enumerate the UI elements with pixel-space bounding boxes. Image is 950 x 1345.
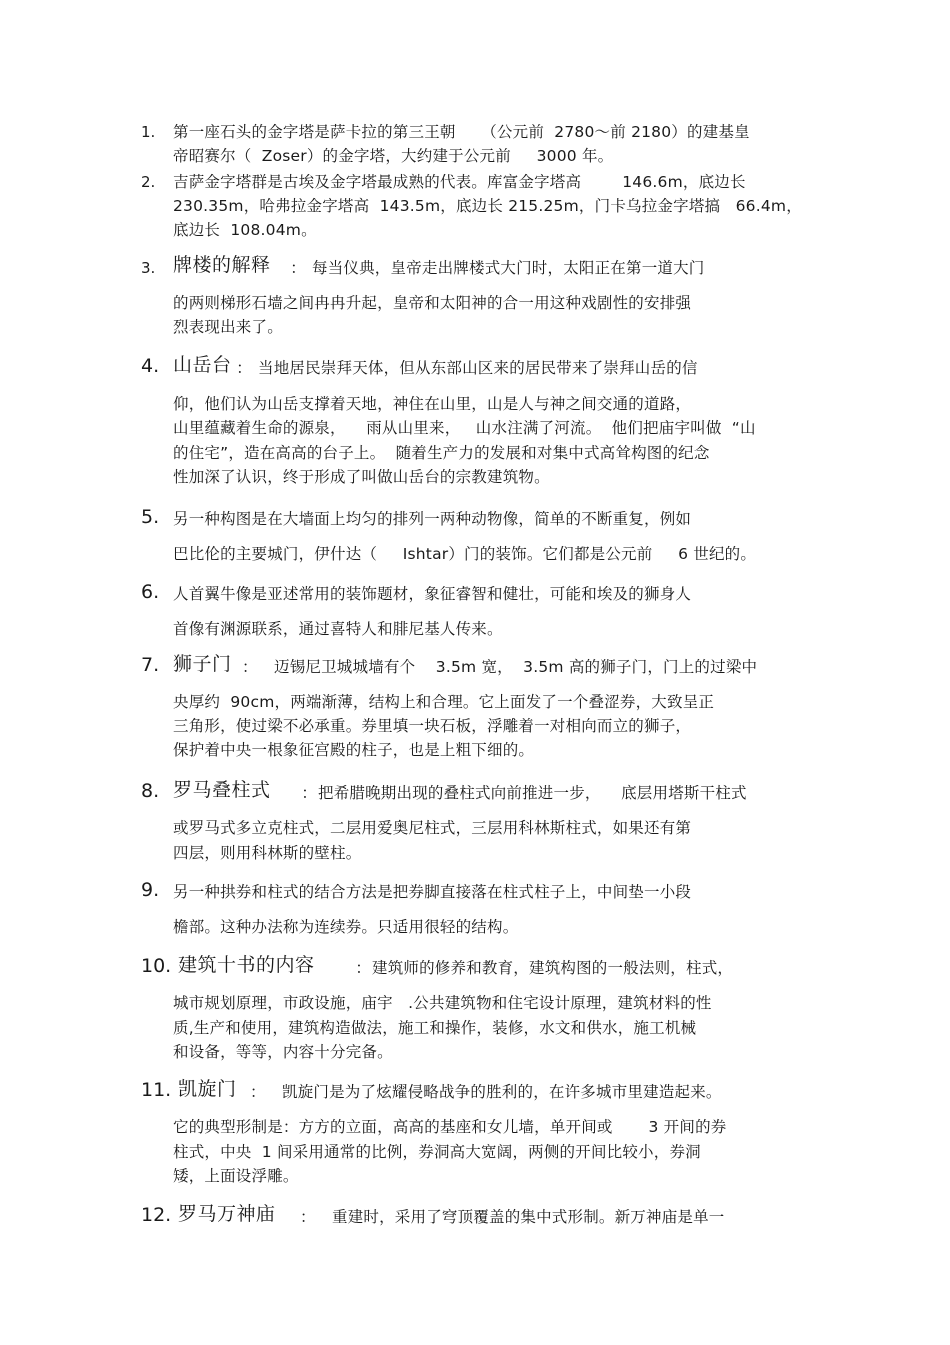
- paragraph-line: 第一座石头的金字塔是萨卡拉的第三王朝 （公元前 2780～前 2180）的建基皇: [173, 123, 750, 141]
- paragraph-line: 质,生产和使用，建筑构造做法，施工和操作，装修，水文和供水，施工机械: [173, 1019, 697, 1037]
- heading-separator: ：: [242, 658, 268, 676]
- item-number: 4.: [141, 355, 160, 377]
- paragraph-line: 的住宅”，造在高高的台子上。 随着生产力的发展和对集中式高耸构图的纪念: [173, 444, 710, 462]
- paragraph-line: 四层，则用科林斯的壁柱。: [173, 844, 362, 862]
- item-number: 11.: [141, 1079, 172, 1101]
- paragraph-line: 檐部。这种办法称为连续券。只适用很轻的结构。: [173, 918, 519, 936]
- item-number: 1.: [141, 123, 156, 141]
- paragraph-line: 或罗马式多立克柱式，二层用爱奥尼柱式，三层用科林斯柱式，如果还有第: [173, 819, 692, 837]
- item-heading: 狮子门: [173, 653, 232, 675]
- item-number: 6.: [141, 581, 160, 603]
- item-number: 5.: [141, 506, 160, 528]
- paragraph-line: 建筑师的修养和教育，建筑构图的一般法则，柱式，: [372, 959, 734, 977]
- paragraph-line: 山里蕴藏着生命的源泉， 雨从山里来， 山水注满了河流。 他们把庙宇叫做 “山: [173, 419, 756, 437]
- paragraph-line: 另一种拱券和柱式的结合方法是把券脚直接落在柱式柱子上，中间垫一小段: [173, 883, 692, 901]
- paragraph-line: 它的典型形制是：方方的立面，高高的基座和女儿墙，单开间或 3 开间的券: [173, 1118, 727, 1136]
- paragraph-line: 柱式，中央 1 间采用通常的比例，券洞高大宽阔，两侧的开间比较小，券洞: [173, 1143, 701, 1161]
- heading-separator: ：: [286, 784, 318, 802]
- paragraph-line: 把希腊晚期出现的叠柱式向前推进一步， 底层用塔斯干柱式: [318, 784, 747, 802]
- paragraph-line: 仰，他们认为山岳支撑着天地，神住在山里，山是人与神之间交通的道路，: [173, 395, 692, 413]
- paragraph-line: 230.35m，哈弗拉金字塔高 143.5m，底边长 215.25m，门卡乌拉金字塔搞 66.4m，: [173, 197, 802, 215]
- item-heading: 牌楼的解释: [173, 254, 271, 276]
- heading-separator: ：: [300, 1208, 326, 1226]
- paragraph-line: 烈表现出来了。: [173, 318, 283, 336]
- item-number: 12.: [141, 1204, 172, 1226]
- paragraph-line: 矮，上面设浮雕。: [173, 1167, 299, 1185]
- paragraph-line: 凯旋门是为了炫耀侵略战争的胜利的，在许多城市里建造起来。: [282, 1083, 722, 1101]
- paragraph-line: 央厚约 90cm，两端渐薄，结构上和合理。它上面发了一个叠涩券，大致呈正: [173, 693, 715, 711]
- paragraph-line: 保护着中央一根象征宫殿的柱子，也是上粗下细的。: [173, 741, 535, 759]
- item-heading: 罗马叠柱式: [173, 779, 271, 801]
- heading-separator: ：: [226, 359, 252, 377]
- item-number: 7.: [141, 654, 160, 676]
- item-heading: 罗马万神庙: [178, 1203, 276, 1225]
- item-number: 9.: [141, 879, 160, 901]
- item-number: 10.: [141, 955, 172, 977]
- paragraph-line: 底边长 108.04m。: [173, 221, 317, 239]
- item-heading: 建筑十书的内容: [178, 954, 315, 976]
- paragraph-line: 和设备，等等，内容十分完备。: [173, 1043, 393, 1061]
- paragraph-line: 重建时，采用了穹顶覆盖的集中式形制。新万神庙是单一: [332, 1208, 725, 1226]
- heading-separator: ：: [280, 259, 306, 277]
- paragraph-line: 每当仪典，皇帝走出牌楼式大门时，太阳正在第一道大门: [312, 259, 705, 277]
- paragraph-line: 迈锡尼卫城城墙有个 3.5m 宽， 3.5m 高的狮子门，门上的过梁中: [274, 658, 758, 676]
- heading-separator: ：: [340, 959, 372, 977]
- paragraph-line: 人首翼牛像是亚述常用的装饰题材，象征睿智和健壮，可能和埃及的狮身人: [173, 585, 692, 603]
- paragraph-line: 三角形，使过梁不必承重。券里填一块石板，浮雕着一对相向而立的狮子，: [173, 717, 692, 735]
- item-heading: 凯旋门: [178, 1078, 237, 1100]
- paragraph-line: 另一种构图是在大墙面上均匀的排列一两种动物像，简单的不断重复，例如: [173, 510, 692, 528]
- paragraph-line: 城市规划原理，市政设施，庙宇 .公共建筑物和住宅设计原理，建筑材料的性: [173, 994, 712, 1012]
- paragraph-line: 性加深了认识，终于形成了叫做山岳台的宗教建筑物。: [173, 468, 550, 486]
- paragraph-line: 首像有渊源联系，通过喜特人和腓尼基人传来。: [173, 620, 503, 638]
- item-number: 3.: [141, 259, 156, 277]
- item-number: 2.: [141, 173, 156, 191]
- item-number: 8.: [141, 780, 160, 802]
- paragraph-line: 巴比伦的主要城门，伊什达（ Ishtar）门的装饰。它们都是公元前 6 世纪的。: [173, 545, 757, 563]
- paragraph-line: 当地居民崇拜天体，但从东部山区来的居民带来了崇拜山岳的信: [258, 359, 698, 377]
- paragraph-line: 吉萨金字塔群是古埃及金字塔最成熟的代表。库富金字塔高 146.6m，底边长: [173, 173, 746, 191]
- paragraph-line: 帝昭赛尔（ Zoser）的金字塔，大约建于公元前 3000 年。: [173, 147, 614, 165]
- paragraph-line: 的两则梯形石墙之间冉冉升起，皇帝和太阳神的合一用这种戏剧性的安排强: [173, 294, 692, 312]
- heading-separator: ：: [250, 1083, 276, 1101]
- item-heading: 山岳台: [173, 354, 232, 376]
